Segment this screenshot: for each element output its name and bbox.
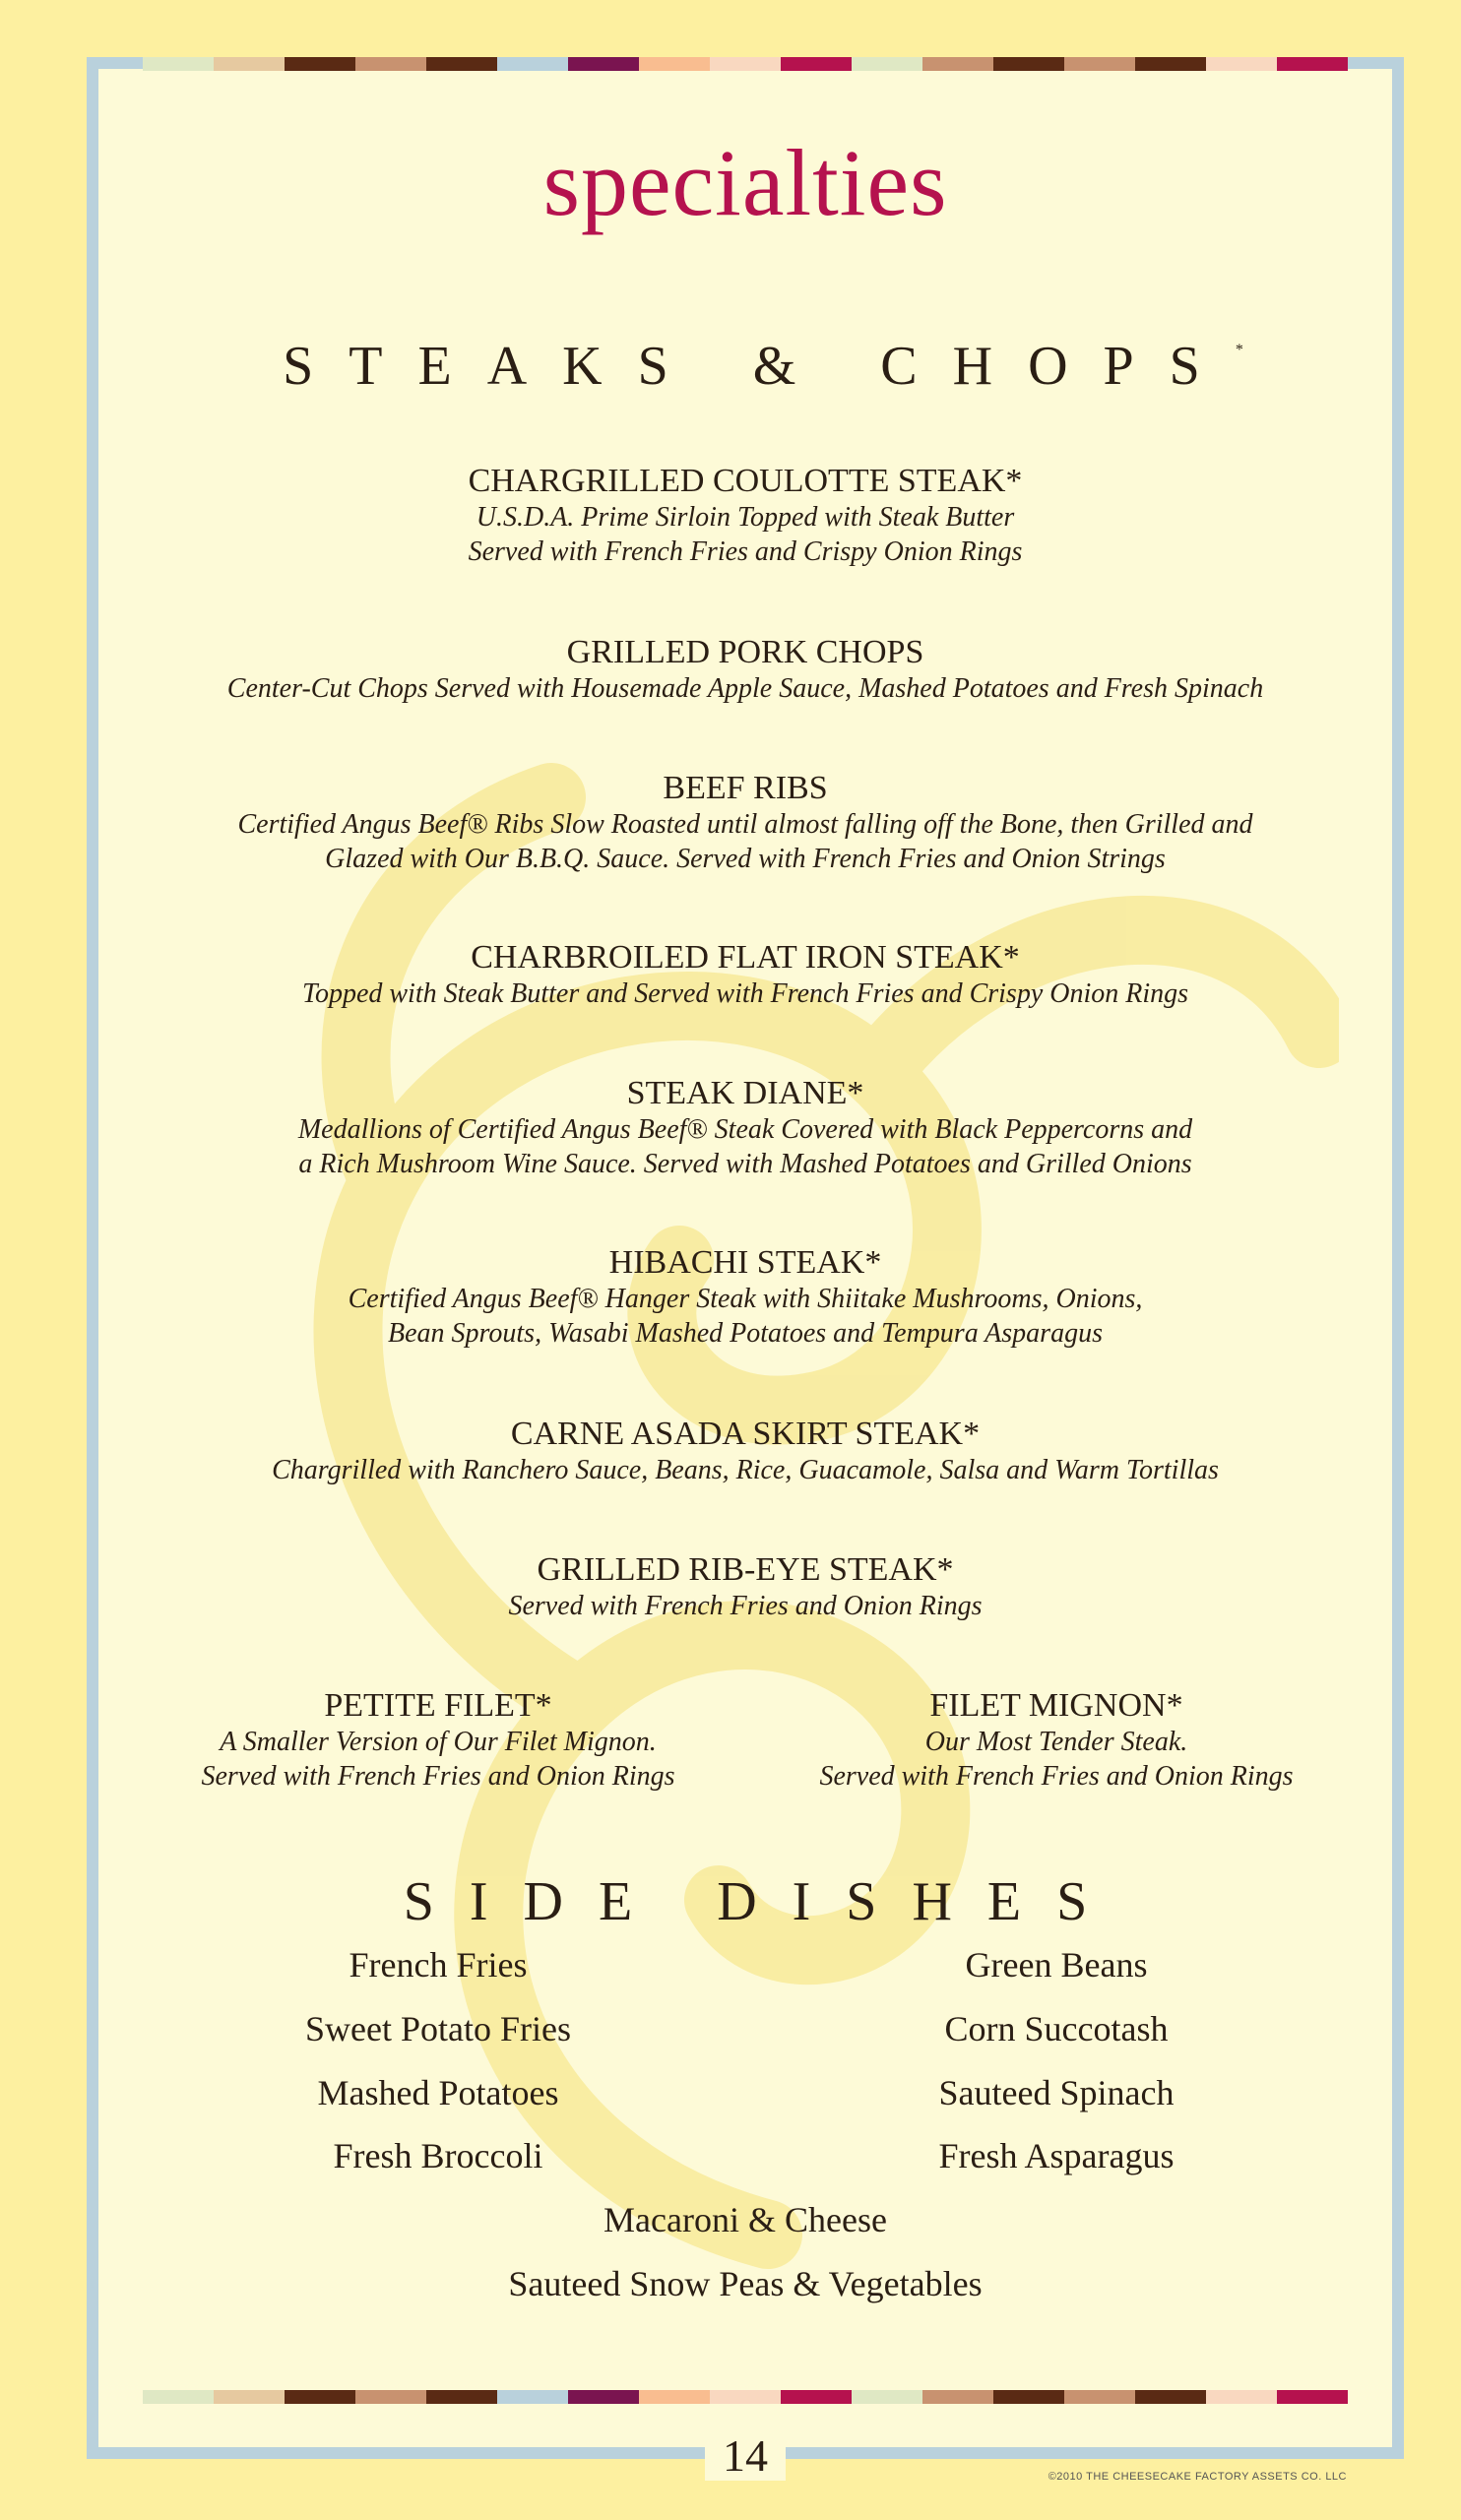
item-name: CHARBROILED FLAT IRON STEAK* — [471, 939, 1020, 976]
item-name: GRILLED PORK CHOPS — [566, 634, 924, 670]
stripe-segment — [426, 57, 497, 71]
item-desc: Served with French Fries and Onion Rings — [508, 1591, 983, 1621]
color-stripe-bottom — [143, 2390, 1348, 2404]
item-desc: Glazed with Our B.B.Q. Sauce. Served with French Fries and Onion Strings — [325, 844, 1166, 874]
side-item: French Fries — [349, 1945, 528, 1984]
stripe-segment — [639, 2390, 710, 2404]
item-name: FILET MIGNON* — [929, 1687, 1183, 1724]
stripe-segment — [781, 57, 852, 71]
item-name: STEAK DIANE* — [626, 1075, 864, 1111]
stripe-segment — [710, 2390, 781, 2404]
item-desc: Certified Angus Beef® Hanger Steak with Shiitake Mushrooms, Onions, — [348, 1284, 1143, 1314]
stripe-segment — [143, 57, 214, 71]
item-name: CARNE ASADA SKIRT STEAK* — [510, 1416, 981, 1452]
menu-item-flat-iron — [98, 939, 1392, 1011]
page-number-text: 14 — [705, 2430, 786, 2481]
item-desc: Served with French Fries and Onion Rings — [201, 1761, 675, 1792]
item-desc: Chargrilled with Ranchero Sauce, Beans, Rice, Guacamole, Salsa and Warm Tortillas — [272, 1455, 1219, 1485]
stripe-segment — [355, 2390, 426, 2404]
item-desc: Our Most Tender Steak. — [924, 1727, 1188, 1757]
page-title: specialties — [542, 130, 948, 235]
menu-item-rib-eye — [98, 1551, 1392, 1623]
item-name: GRILLED RIB-EYE STEAK* — [537, 1551, 954, 1588]
stripe-segment — [1206, 57, 1277, 71]
menu-item-hibachi — [98, 1244, 1392, 1351]
menu-item-pork-chops — [98, 634, 1392, 706]
stripe-segment — [852, 2390, 922, 2404]
stripe-segment — [639, 57, 710, 71]
item-desc: Served with French Fries and Crispy Onion Rings — [468, 536, 1023, 567]
stripe-segment — [214, 2390, 285, 2404]
stripe-segment — [1064, 2390, 1135, 2404]
side-item: Macaroni & Cheese — [603, 2200, 887, 2239]
stripe-segment — [922, 57, 993, 71]
menu-item-beef-ribs — [98, 770, 1392, 876]
stripe-segment — [1206, 2390, 1277, 2404]
stripe-segment — [568, 2390, 639, 2404]
stripe-segment — [993, 2390, 1064, 2404]
menu-item-petite-filet — [133, 1687, 743, 1794]
menu-item-steak-diane — [98, 1075, 1392, 1181]
stripe-segment — [355, 57, 426, 71]
side-dishes-title: SIDE DISHES — [403, 1871, 1123, 1932]
steaks-section-title — [98, 335, 1392, 398]
steaks-title-text: STEAKS & CHOPS — [283, 336, 1236, 397]
side-item: Fresh Asparagus — [938, 2136, 1175, 2175]
item-desc: Bean Sprouts, Wasabi Mashed Potatoes and Tempura Asparagus — [388, 1318, 1103, 1349]
color-stripe-top — [143, 57, 1348, 71]
side-item: Corn Succotash — [944, 2009, 1169, 2048]
stripe-segment — [497, 2390, 568, 2404]
stripe-segment — [1277, 57, 1348, 71]
stripe-segment — [1135, 2390, 1206, 2404]
menu-item-carne-asada — [98, 1416, 1392, 1487]
menu-item-filet-mignon — [751, 1687, 1362, 1794]
stripe-segment — [568, 57, 639, 71]
menu-item-coulotte — [98, 463, 1392, 569]
stripe-segment — [1277, 2390, 1348, 2404]
steaks-title-marker: * — [1235, 342, 1243, 358]
item-desc: Medallions of Certified Angus Beef® Steak Covered with Black Peppercorns and — [297, 1114, 1193, 1145]
side-item: Sauteed Spinach — [938, 2073, 1175, 2112]
item-desc: Served with French Fries and Onion Rings — [819, 1761, 1294, 1792]
stripe-segment — [214, 57, 285, 71]
stripe-segment — [852, 57, 922, 71]
item-desc: Topped with Steak Butter and Served with French Fries and Crispy Onion Rings — [301, 978, 1189, 1009]
side-item: Mashed Potatoes — [317, 2073, 559, 2112]
stripe-segment — [497, 57, 568, 71]
stripe-segment — [143, 2390, 214, 2404]
item-desc: Center-Cut Chops Served with Housemade Apple Sauce, Mashed Potatoes and Fresh Spinach — [226, 673, 1264, 704]
item-desc: A Smaller Version of Our Filet Mignon. — [220, 1727, 657, 1757]
stripe-segment — [993, 57, 1064, 71]
item-desc: Certified Angus Beef® Ribs Slow Roasted until almost falling off the Bone, then Grilled and — [237, 809, 1253, 840]
item-name: HIBACHI STEAK* — [608, 1244, 882, 1281]
item-name: BEEF RIBS — [663, 770, 828, 806]
item-name: CHARGRILLED COULOTTE STEAK* — [468, 463, 1023, 499]
side-item: Green Beans — [965, 1945, 1148, 1984]
stripe-segment — [710, 57, 781, 71]
stripe-segment — [922, 2390, 993, 2404]
stripe-segment — [781, 2390, 852, 2404]
side-item: Sweet Potato Fries — [305, 2009, 571, 2048]
side-item: Sauteed Snow Peas & Vegetables — [508, 2264, 983, 2303]
stripe-segment — [285, 57, 355, 71]
item-name: PETITE FILET* — [324, 1687, 552, 1724]
stripe-segment — [1064, 57, 1135, 71]
stripe-segment — [426, 2390, 497, 2404]
copyright-notice: ©2010 THE CHEESECAKE FACTORY ASSETS CO. LLC — [1048, 2471, 1347, 2483]
stripe-segment — [1135, 57, 1206, 71]
stripe-segment — [285, 2390, 355, 2404]
item-desc: a Rich Mushroom Wine Sauce. Served with Mashed Potatoes and Grilled Onions — [298, 1149, 1192, 1179]
side-item: Fresh Broccoli — [333, 2136, 543, 2175]
item-desc: U.S.D.A. Prime Sirloin Topped with Steak Butter — [476, 502, 1015, 533]
